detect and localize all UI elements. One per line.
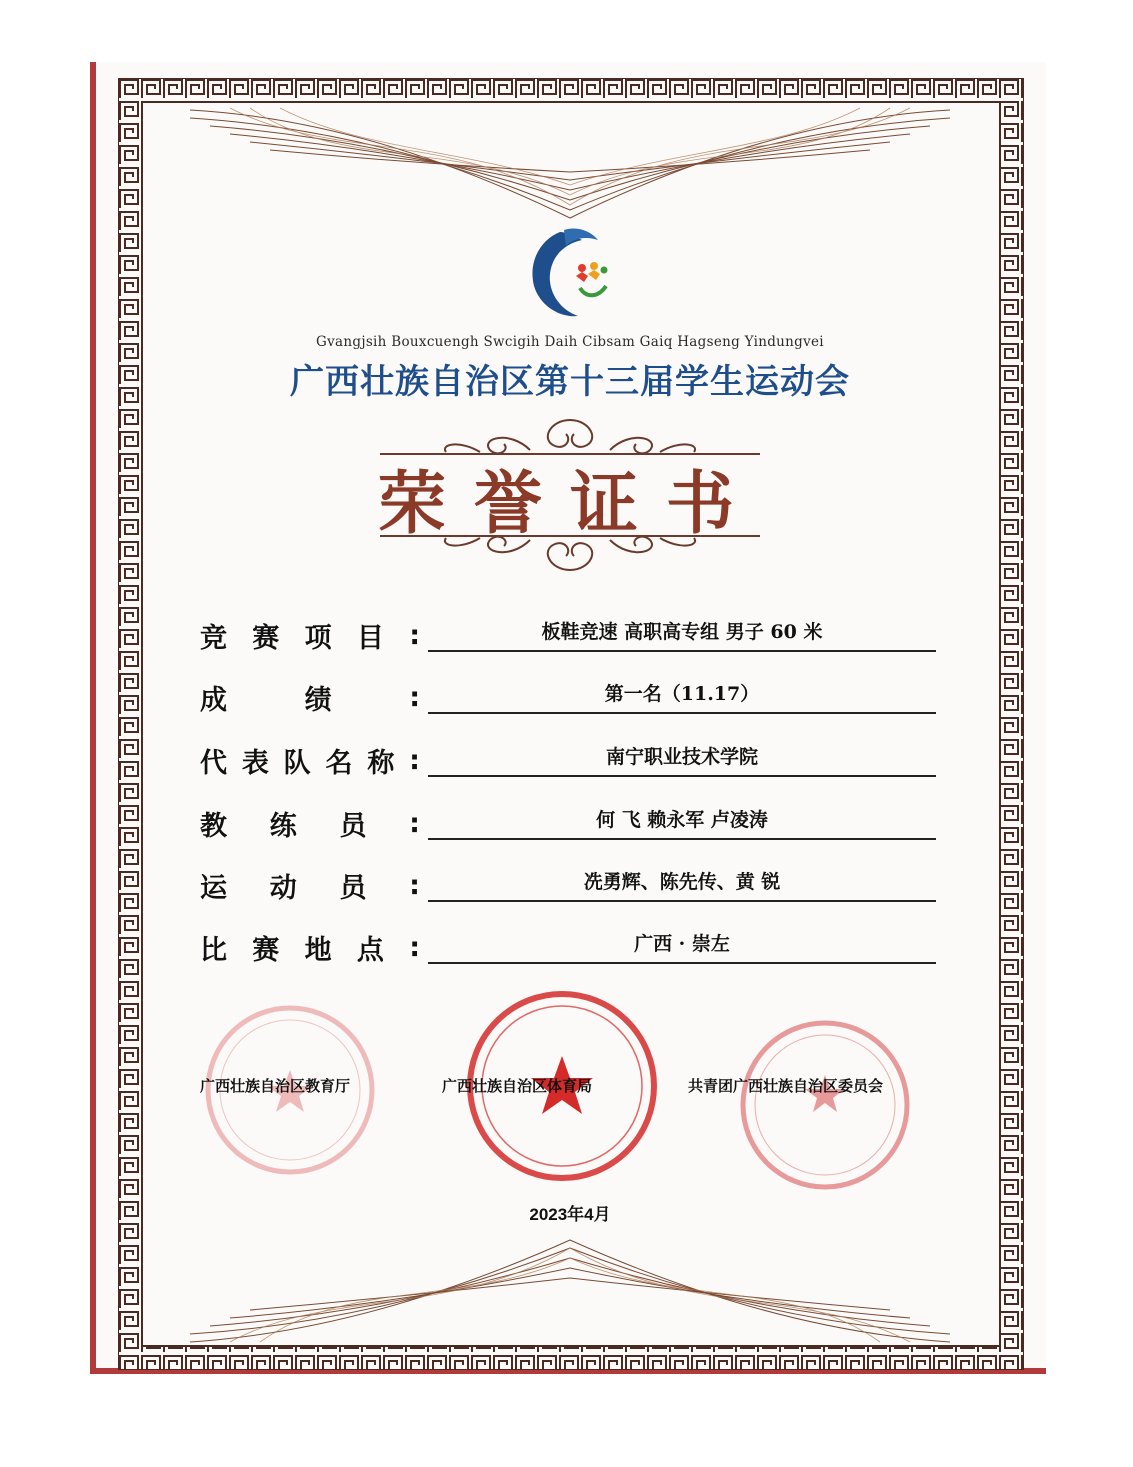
seal-youth-league (735, 1015, 915, 1195)
field-row-athletes (200, 862, 940, 902)
games-logo-icon (520, 226, 620, 322)
field-label: 成 绩 : (200, 682, 420, 716)
field-value: 何 飞 赖永军 卢凌涛 (428, 800, 936, 840)
field-label: 比 赛 地 点 : (200, 932, 420, 966)
field-row-event (200, 612, 940, 652)
event-subtitle-zhuang: Gvangjsih Bouxcuengh Swcigih Daih Cibsam Gaiq Hagseng Yindungvei (316, 334, 824, 350)
field-label: 代 表 队 名 称 : (200, 745, 420, 779)
field-row-coaches (200, 800, 940, 840)
field-label: 运 动 员 : (200, 870, 420, 904)
field-value: 第一名（11.17） (428, 674, 936, 714)
event-title: 广西壮族自治区第十三届学生运动会 (290, 362, 850, 402)
field-value: 南宁职业技术学院 (428, 737, 936, 777)
field-row-result (200, 674, 940, 714)
field-label: 教 练 员 : (200, 808, 420, 842)
issuer-youth-league: 共青团广西壮族自治区委员会 (688, 1077, 884, 1095)
top-guilloche-decoration (150, 100, 990, 220)
bottom-guilloche-decoration (150, 1238, 990, 1348)
issuer-education-dept: 广西壮族自治区教育厅 (200, 1077, 351, 1095)
issue-date: 2023年4月 (529, 1205, 611, 1224)
heading-ornament-bottom (380, 520, 760, 580)
field-value: 广西 · 崇左 (428, 924, 936, 964)
field-label: 竞 赛 项 目 : (200, 620, 420, 654)
issuer-sports-bureau: 广西壮族自治区体育局 (442, 1077, 593, 1095)
field-value: 冼勇辉、陈先传、黄 锐 (428, 862, 936, 902)
field-row-team (200, 737, 940, 777)
field-value: 板鞋竞速 高职高专组 男子 60 米 (428, 612, 936, 652)
field-row-venue (200, 924, 940, 964)
certificate-heading: 荣誉证书 (377, 464, 762, 544)
